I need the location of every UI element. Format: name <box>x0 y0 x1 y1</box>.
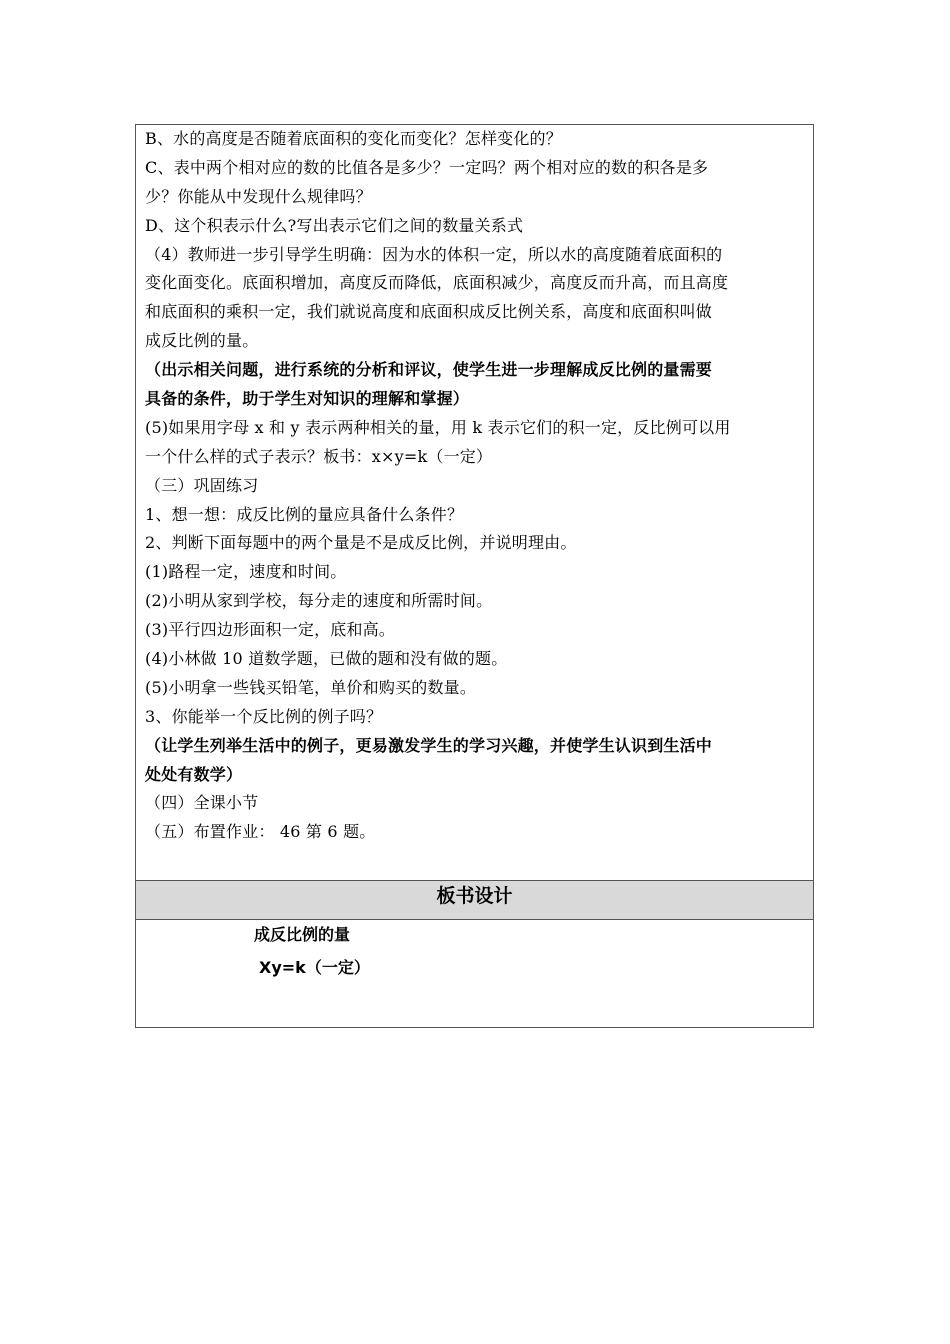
text-line: (4)小林做 10 道数学题，已做的题和没有做的题。 <box>145 649 508 669</box>
text-line: (5)如果用字母 x 和 y 表示两种相关的量，用 k 表示它们的积一定，反比例可以用 <box>145 417 731 437</box>
text-line: C、表中两个相对应的数的比值各是多少？一定吗？两个相对应的数的积各是多 <box>145 157 709 177</box>
text-line: 变化面变化。底面积增加，高度反而降低，底面积减少，高度反而升高，而且高度 <box>145 273 729 293</box>
text-line: B、水的高度是否随着底面积的变化而变化？怎样变化的？ <box>145 129 562 148</box>
text-line: （4）教师进一步引导学生明确：因为水的体积一定，所以水的高度随着底面积的 <box>145 244 723 264</box>
text-line: (5)小明拿一些钱买铅笔，单价和购买的数量。 <box>145 677 477 697</box>
text-line: 3、你能举一个反比例的例子吗？ <box>145 706 383 726</box>
text-line: 1、想一想：成反比例的量应具备什么条件？ <box>145 504 464 524</box>
text-line: (3)平行四边形面积一定，底和高。 <box>145 620 396 640</box>
text-line: 和底面积的乘积一定，我们就说高度和底面积成反比例关系，高度和底面积叫做 <box>145 302 713 322</box>
board-design-heading: 板书设计 <box>136 881 813 920</box>
text-line: （四）全课小节 <box>145 793 259 813</box>
lesson-content-cell <box>136 125 813 881</box>
annotation-line: （出示相关问题，进行系统的分析和评议，使学生进一步理解成反比例的量需要 <box>145 360 713 380</box>
annotation-line: （让学生列举生活中的例子，更易激发学生的学习兴趣，并使学生认识到生活中 <box>145 735 713 755</box>
text-line: (1)路程一定，速度和时间。 <box>145 562 347 582</box>
text-line: D、这个积表示什么?写出表示它们之间的数量关系式 <box>145 215 524 235</box>
text-line: 成反比例的量。 <box>145 331 259 351</box>
lesson-table <box>135 124 814 1028</box>
text-line: 少？你能从中发现什么规律吗？ <box>145 186 372 206</box>
text-line: (2)小明从家到学校，每分走的速度和所需时间。 <box>145 591 493 611</box>
annotation-line: 具备的条件，助于学生对知识的理解和掌握） <box>145 389 470 409</box>
text-line: （五）布置作业： 46 第 6 题。 <box>145 822 376 842</box>
text-line: （三）巩固练习 <box>145 475 259 495</box>
text-line: 一个什么样的式子表示？板书：x×y=k（一定） <box>145 446 493 466</box>
text-line: 2、判断下面每题中的两个量是不是成反比例，并说明理由。 <box>145 533 577 553</box>
board-title: 成反比例的量 <box>254 925 351 944</box>
board-design-cell <box>136 920 813 1027</box>
annotation-line: 处处有数学） <box>145 764 243 784</box>
board-formula: Xy=k（一定） <box>259 958 370 977</box>
